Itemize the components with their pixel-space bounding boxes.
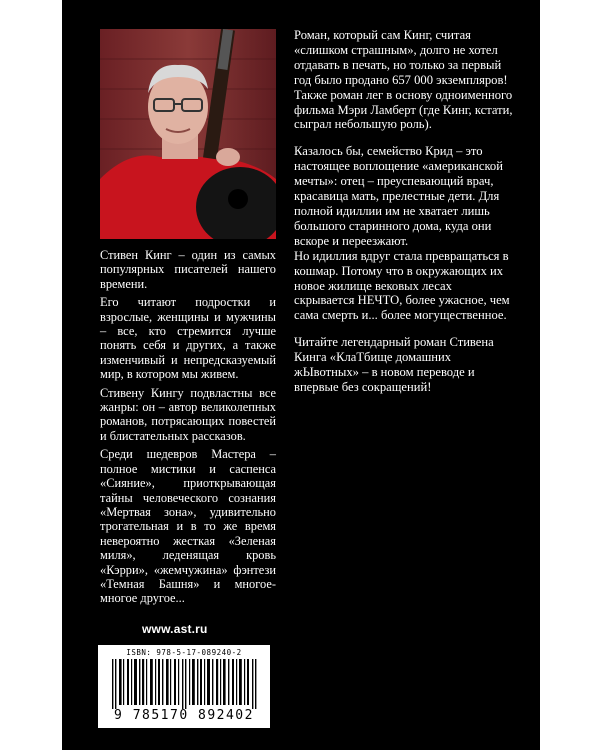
author-photo bbox=[100, 29, 276, 239]
book-description bbox=[294, 28, 514, 395]
description-paragraph-3: Но идиллия вдруг стала превращаться в кошмар. Потому что в окружающих их новое жилище вековых лесах скрывается НЕЧТО, более ужасное, чем сама смерть и... более могущественное. bbox=[294, 248, 510, 323]
isbn-number: ISBN: 978-5-17-089240-2 bbox=[126, 648, 242, 657]
bio-paragraph-4: Среди шедевров Мастера – полное мистики и саспенса «Сияние», приоткрывающая тайны человеческого сознания «Мертвая зона», удивительно трогательная и в то же время невероятно жесткая «Зеленая миля», леденящая кровь «Кэрри», «жемчужина» фэнтези «Темная Башня» и многое-многое другое... bbox=[100, 447, 276, 606]
bio-paragraph-2: Его читают подростки и взрослые, женщины и мужчины – все, кто стремится лучше понять себя и других, а также изменчивый и непредсказуемый мир, в котором мы живем. bbox=[100, 295, 276, 382]
bio-paragraph-1: Стивен Кинг – один из самых популярных писателей нашего времени. bbox=[100, 248, 276, 291]
bio-paragraph-3: Стивену Кингу подвластны все жанры: он – автор великолепных романов, потрясающих повестей и блистательных рассказов. bbox=[100, 385, 276, 443]
description-paragraph-2: Казалось бы, семейство Крид – это настоящее воплощение «американской мечты»: отец – преуспевающий врач, красавица мать, прелестные дети. Для полной идиллии им не хватает лишь большого старинного дома, куда они вскоре и переезжают. bbox=[294, 144, 503, 248]
description-paragraph-1: Роман, который сам Кинг, считая «слишком страшным», долго не хотел отдавать в печать, но только за первый год было продано 657 000 экземпляров! Также роман лег в основу одноименного фильма Мэри Ламберт (где Кинг, кстати, сыграл небольшую роль). bbox=[294, 28, 513, 132]
barcode-label bbox=[98, 645, 270, 728]
author-bio bbox=[100, 248, 276, 610]
ean-number: 9 785170 892402 bbox=[114, 708, 254, 723]
description-paragraph-4: Читайте легендарный роман Стивена Кинга «КлаТбище домашних жЫвотных» – в новом переводе и впервые без сокращений! bbox=[294, 335, 494, 394]
publisher-url[interactable]: www.ast.ru bbox=[142, 622, 208, 636]
back-cover bbox=[62, 0, 540, 750]
barcode-icon bbox=[106, 659, 262, 709]
